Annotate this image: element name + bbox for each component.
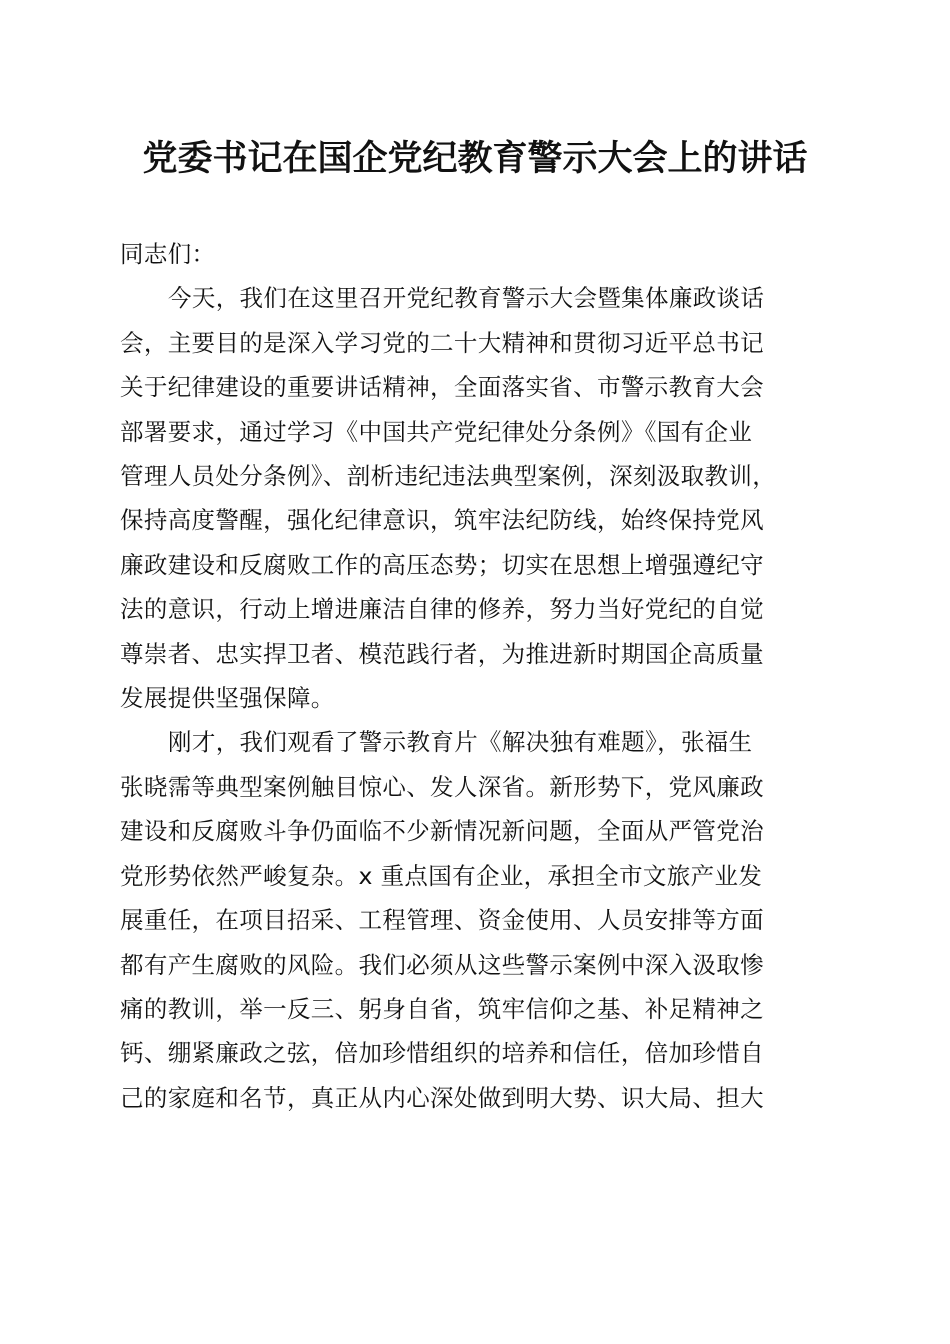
paragraph-line: 钙、绷紧廉政之弦，倍加珍惜组织的培养和信任，倍加珍惜自 [120, 1039, 764, 1068]
paragraph-line: 尊崇者、忠实捍卫者、模范践行者，为推进新时期国企高质量 [120, 639, 764, 668]
paragraph-line: 展重任，在项目招采、工程管理、资金使用、人员安排等方面 [120, 906, 764, 935]
paragraph-line: 法的意识，行动上增进廉洁自律的修养，努力当好党纪的自觉 [120, 595, 764, 624]
paragraph-line: 己的家庭和名节，真正从内心深处做到明大势、识大局、担大 [120, 1083, 764, 1112]
salutation: 同志们： [120, 240, 216, 268]
paragraph-1 [120, 276, 832, 720]
document-body [120, 232, 832, 1120]
paragraph-line: 关于纪律建设的重要讲话精神，全面落实省、市警示教育大会 [120, 373, 764, 402]
paragraph-line: 今天，我们在这里召开党纪教育警示大会暨集体廉政谈话 [168, 284, 765, 313]
paragraph-line: 部署要求，通过学习《中国共产党纪律处分条例》《国有企业 [120, 417, 753, 446]
paragraph-line: 会，主要目的是深入学习党的二十大精神和贯彻习近平总书记 [120, 328, 764, 357]
paragraph-line: 保持高度警醒，强化纪律意识，筑牢法纪防线，始终保持党风 [120, 506, 764, 535]
document-title: 党委书记在国企党纪教育警示大会上的讲话 [142, 138, 808, 179]
paragraph-line: 刚才，我们观看了警示教育片《解决独有难题》，张福生 [168, 728, 753, 757]
paragraph-line: 管理人员处分条例》、剖析违纪违法典型案例，深刻汲取教训， [120, 462, 777, 491]
paragraph-line: 建设和反腐败斗争仍面临不少新情况新问题，全面从严管党治 [120, 817, 764, 846]
paragraph-line: 党形势依然严峻复杂。x 重点国有企业，承担全市文旅产业发 [120, 861, 763, 890]
paragraph-line: 都有产生腐败的风险。我们必须从这些警示案例中深入汲取惨 [120, 950, 764, 979]
paragraph-line: 张晓霈等典型案例触目惊心、发人深省。新形势下，党风廉政 [120, 772, 764, 801]
paragraph-line: 廉政建设和反腐败工作的高压态势；切实在思想上增强遵纪守 [120, 550, 764, 579]
paragraph-line: 发展提供坚强保障。 [120, 684, 335, 713]
paragraph-2 [120, 720, 832, 1120]
paragraph-line: 痛的教训，举一反三、躬身自省，筑牢信仰之基、补足精神之 [120, 994, 764, 1023]
